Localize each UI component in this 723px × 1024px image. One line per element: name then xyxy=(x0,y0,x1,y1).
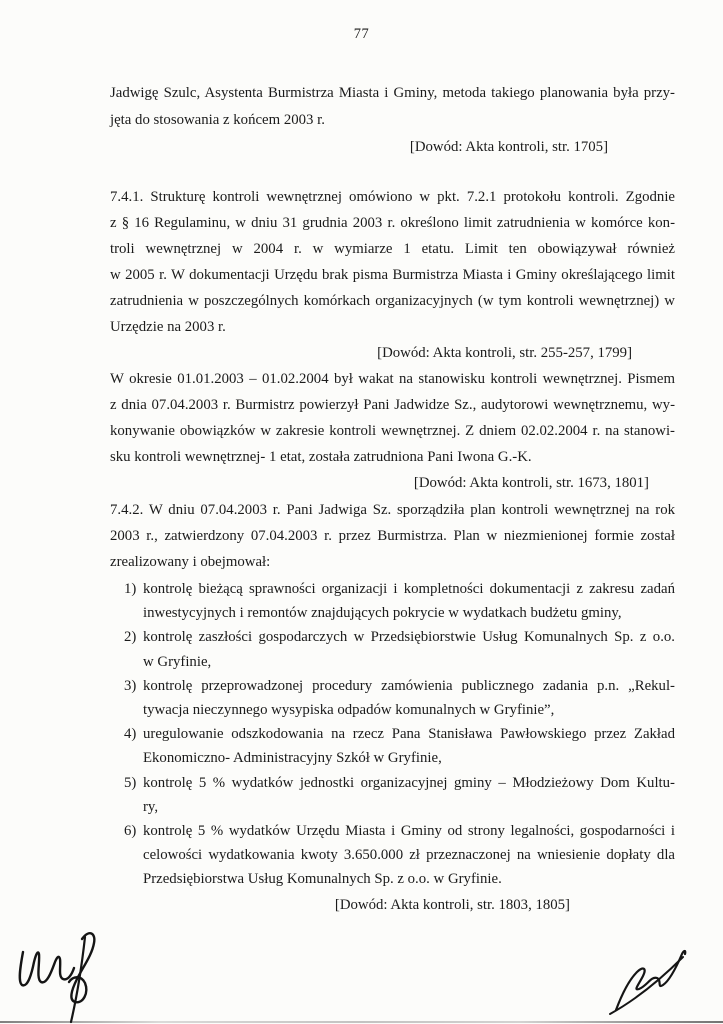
paragraph-vacancy xyxy=(110,366,675,470)
text-line: konywanie obowiązków w zakresie kontroli wewnętrznej. Z dniem 02.02.2004 r. na stanowi- xyxy=(110,423,675,439)
list-item xyxy=(110,577,675,625)
text-line: 2003 r., zatwierdzony 07.04.2003 r. przez Burmistrza. Plan w niezmienionej formie został xyxy=(110,528,675,544)
text-line: zatrudnienia w poszczególnych komórkach organizacyjnych (w tym kontroli wewnętrznej) w xyxy=(110,293,675,309)
text-line: z dnia 07.04.2003 r. Burmistrz powierzył Pani Jadwidze Sz., audytorowi wewnętrznemu, wy- xyxy=(110,397,675,413)
text-line: w Gryfinie, xyxy=(143,653,212,670)
list-item-number: 5) xyxy=(124,774,137,791)
evidence-reference: [Dowód: Akta kontroli, str. 255-257, 1799] xyxy=(377,345,632,361)
scan-edge-line xyxy=(0,1021,723,1023)
page-number: 77 xyxy=(353,26,370,42)
list-item-number: 6) xyxy=(124,823,137,840)
text-line: w 2005 r. W dokumentacji Urzędu brak pisma Burmistrza Miasta i Gminy określającego limit xyxy=(110,267,675,283)
signature-right-paraph xyxy=(598,944,696,1016)
text-line: kontrolę przeprowadzonej procedury zamówienia publicznego zadania p.n. „Rekul- xyxy=(143,677,675,694)
text-line: inwestycyjnych i remontów znajdujących pokrycie w wydatkach budżetu gminy, xyxy=(143,605,622,622)
text-line: Urzędzie na 2003 r. xyxy=(110,319,226,335)
evidence-reference: [Dowód: Akta kontroli, str. 1673, 1801] xyxy=(413,475,649,491)
text-line: celowości wydatkowania kwoty 3.650.000 zł przeznaczonej na wniesienie dopłaty dla xyxy=(143,847,675,864)
list-item xyxy=(110,771,675,819)
list-item-number: 4) xyxy=(124,726,137,743)
text-line: kontrolę 5 % wydatków jednostki organizacyjnej gminy – Młodzieżowy Dom Kultu- xyxy=(143,774,675,791)
text-line: Ekonomiczno- Administracyjny Szkół w Gryfinie, xyxy=(143,750,442,767)
paragraph-7-4-2 xyxy=(110,497,675,575)
list-item-number: 3) xyxy=(124,677,137,694)
numbered-list xyxy=(110,577,675,892)
text-line: tywacja nieczynnego wysypiska odpadów komunalnych w Gryfinie”, xyxy=(143,702,555,719)
text-line: Jadwigę Szulc, Asystenta Burmistrza Miasta i Gminy, metoda takiego planowania była przy- xyxy=(110,85,675,101)
text-line: z § 16 Regulaminu, w dniu 31 grudnia 2003 r. określono limit zatrudnienia w komórce kon- xyxy=(110,215,675,231)
signature-left-paraph xyxy=(12,926,104,1024)
evidence-reference: [Dowód: Akta kontroli, str. 1803, 1805] xyxy=(334,896,570,913)
paragraph-intro xyxy=(110,80,675,134)
list-item xyxy=(110,722,675,770)
document-body xyxy=(110,80,675,918)
paragraph-7-4-1 xyxy=(110,184,675,340)
text-line: troli wewnętrznej w 2004 r. w wymiarze 1 etatu. Limit ten obowiązywał również xyxy=(110,241,675,257)
text-line: sku kontroli wewnętrznej- 1 etat, została zatrudniona Pani Iwona G.-K. xyxy=(110,449,532,465)
text-line: jęta do stosowania z końcem 2003 r. xyxy=(110,112,325,128)
list-item-number: 2) xyxy=(124,629,137,646)
text-line: kontrolę 5 % wydatków Urzędu Miasta i Gminy od strony legalności, gospodarności i xyxy=(143,823,675,840)
text-line: 7.4.2. W dniu 07.04.2003 r. Pani Jadwiga Sz. sporządziła plan kontroli wewnętrznej na rok xyxy=(110,502,675,518)
list-item xyxy=(110,674,675,722)
text-line: zrealizowany i obejmował: xyxy=(110,554,271,570)
text-line: 7.4.1. Strukturę kontroli wewnętrznej omówiono w pkt. 7.2.1 protokołu kontroli. Zgodnie xyxy=(110,189,675,205)
list-item xyxy=(110,819,675,892)
text-line: uregulowanie odszkodowania na rzecz Pana Stanisława Pawłowskiego przez Zakład xyxy=(143,726,675,743)
list-item xyxy=(110,625,675,673)
list-item-number: 1) xyxy=(124,581,137,597)
evidence-reference: [Dowód: Akta kontroli, str. 1705] xyxy=(409,139,608,155)
text-line: ry, xyxy=(143,798,159,815)
text-line: kontrolę bieżącą sprawności organizacji i kompletności dokumentacji z zakresu zadań xyxy=(143,581,675,597)
text-line: Przedsiębiorstwa Usług Komunalnych Sp. z o.o. w Gryfinie. xyxy=(143,871,502,888)
text-line: kontrolę zaszłości gospodarczych w Przedsiębiorstwie Usług Komunalnych Sp. z o.o. xyxy=(143,629,675,646)
text-line: W okresie 01.01.2003 – 01.02.2004 był wakat na stanowisku kontroli wewnętrznej. Pismem xyxy=(110,371,675,387)
